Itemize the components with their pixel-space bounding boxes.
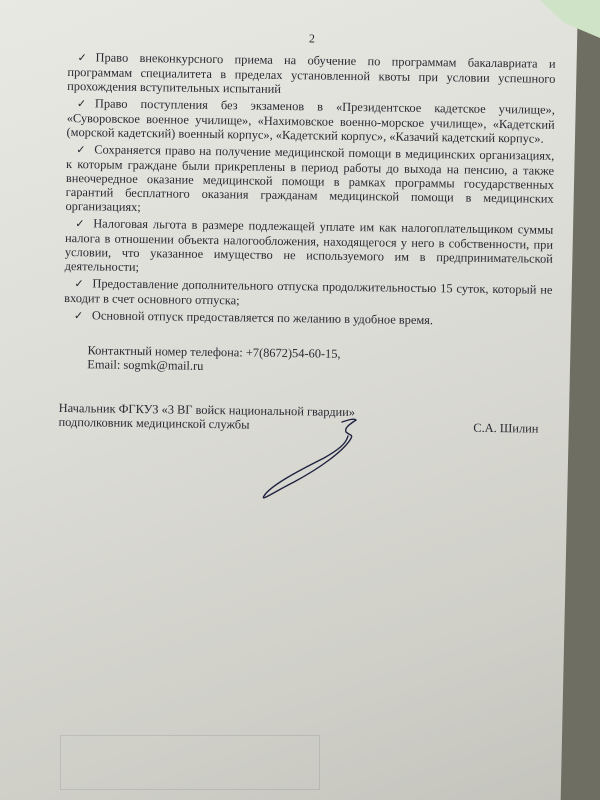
list-item: [67, 50, 556, 100]
list-item: [65, 216, 554, 280]
contact-info: [87, 343, 551, 377]
list-item-text: Сохраняется право на получение медицинской помощи в медицинских организациях, к которым граждане были прикреплены в период работы до выхода на пенсию, а также внеочередное оказание медицинской помощи в рамках программы государственных гарантий бесплатного оказания гражданам медицинской помощи в медицинских организациях;: [65, 142, 555, 215]
signatory-name: С.А. Шилин: [473, 420, 539, 436]
checkmark-icon: ✓: [77, 51, 87, 65]
list-item-text: Основной отпуск предоставляется по желанию в удобное время.: [91, 308, 434, 328]
checkmark-icon: ✓: [76, 97, 87, 111]
contact-email: Email: sogmk@mail.ru: [87, 357, 204, 373]
handwritten-signature: [250, 410, 370, 510]
contact-phone: Контактный номер телефона: +7(8672)54-60-15,: [87, 343, 341, 361]
document-body: [58, 28, 556, 436]
list-item-text: Налоговая льгота в размере подлежащей уплате им как налогоплательщиком суммы налога в отношении объекта налогообложения, находящегося у него в собственности, при условии, что указанное имущество не используемого им в предпринимательской деятельности;: [64, 216, 554, 275]
bleed-through-text: [60, 735, 320, 790]
signatory-title: Начальник ФГКУЗ «3 ВГ войск национальной гвардии»: [58, 400, 356, 420]
list-item: [65, 142, 554, 220]
checkmark-icon: ✓: [73, 309, 84, 323]
page-number: 2: [308, 31, 315, 46]
list-item: [64, 276, 552, 312]
checkmark-icon: ✓: [76, 143, 86, 157]
list-item: [66, 96, 555, 146]
signatory-rank: подполковник медицинской службы: [58, 414, 250, 432]
list-item-text: Предоставление дополнительного отпуска продолжительностью 15 суток, который не входит в счет основного отпуска;: [64, 276, 553, 308]
checkmark-icon: ✓: [75, 217, 85, 231]
list-item-text: Право поступления без экзаменов в «Президентское кадетское училище», «Суворовское военное училище», «Нахимовское военно-морское училище», «Кадетский (морской кадетский) военный корпус», «Кадетский корпус», «Казачий кадетский корпус».: [66, 96, 556, 146]
list-item: [64, 308, 552, 330]
checkmark-icon: ✓: [74, 277, 84, 291]
list-item-text: Право внеконкурсного приема на обучение по программам бакалавриата и программам специалитета в пределах установленной квоты при условии успешного прохождения вступительных испытаний: [67, 50, 556, 96]
